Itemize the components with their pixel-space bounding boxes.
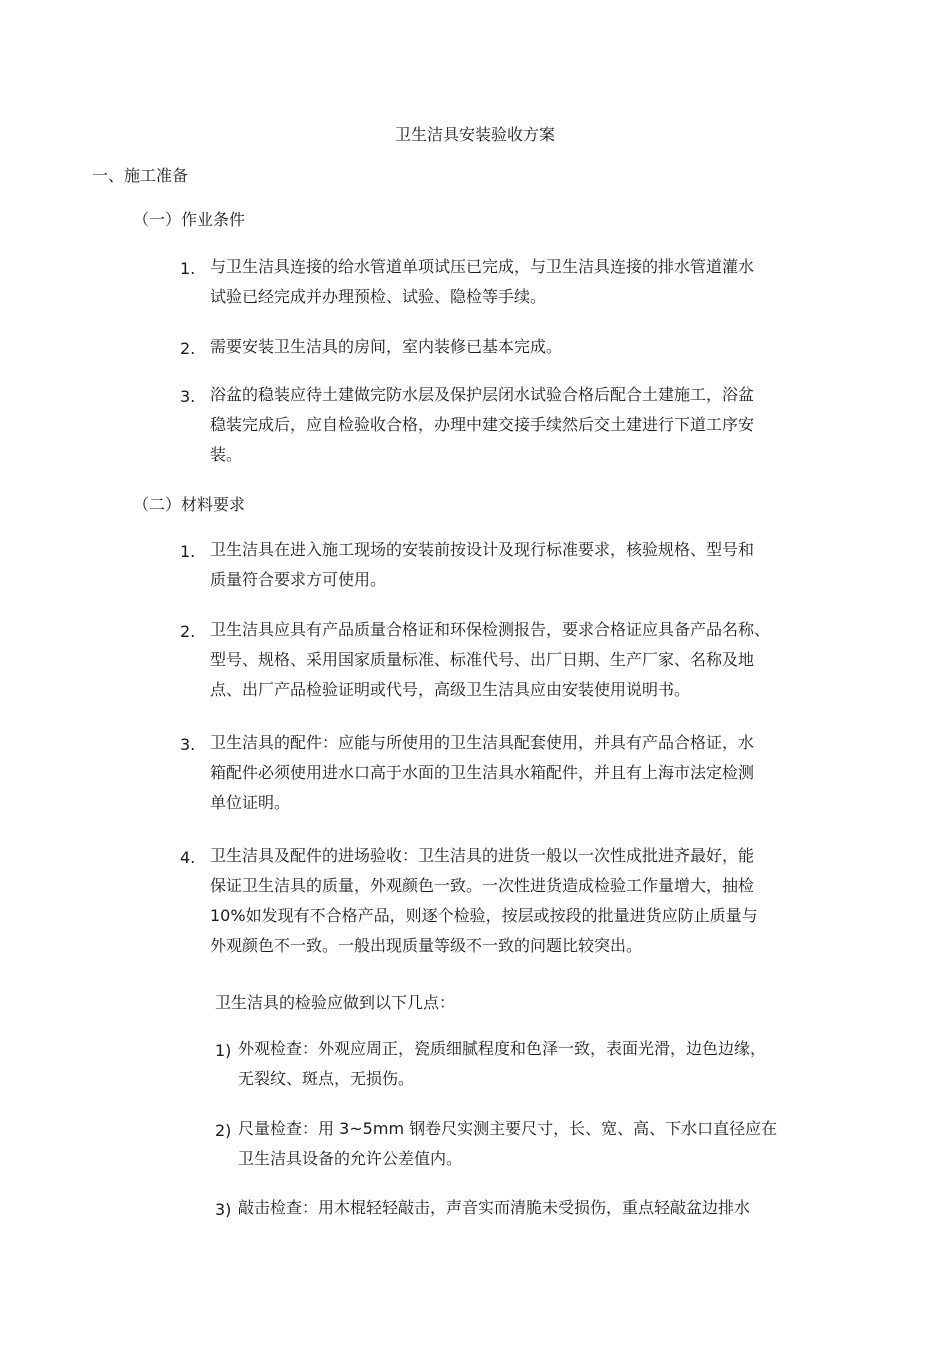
list-item-text: [210, 615, 770, 705]
text-line: 卫生洁具应具有产品质量合格证和环保检测报告，要求合格证应具备产品名称、: [210, 620, 771, 639]
text-line: 无裂纹、斑点，无损伤。: [238, 1069, 415, 1088]
text-line: 箱配件必须使用进水口高于水面的卫生洁具水箱配件，并且有上海市法定检测: [210, 763, 755, 782]
text-line: 需要安装卫生洁具的房间，室内装修已基本完成。: [210, 337, 563, 356]
sublist-item-text: [238, 1114, 777, 1174]
text-line: 卫生洁具设备的允许公差值内。: [238, 1149, 463, 1168]
list-item-text: [210, 380, 754, 470]
list-item-text: [210, 728, 754, 818]
text-line: 尺量检查：用 3~5mm 钢卷尺实测主要尺寸，长、宽、高、下水口直径应在: [238, 1119, 778, 1138]
list-item-number: 2.: [180, 339, 196, 358]
text-line: 敲击检查：用木棍轻轻敲击，声音实而清脆未受损伤，重点轻敲盆边排水: [238, 1198, 751, 1217]
text-line: 单位证明。: [210, 793, 291, 812]
text-line: 卫生洁具及配件的进场验收：卫生洁具的进货一般以一次性成批进齐最好，能: [210, 846, 755, 865]
text-line: 与卫生洁具连接的给水管道单项试压已完成，与卫生洁具连接的排水管道灌水: [210, 257, 755, 276]
sublist-item-number: 2): [215, 1121, 232, 1140]
list-item-number: 3.: [180, 387, 196, 406]
section-heading-construction-prep: 一、施工准备: [92, 166, 189, 185]
text-line: 型号、规格、采用国家质量标准、标准代号、出厂日期、生产厂家、名称及地: [210, 650, 755, 669]
list-item-number: 1.: [180, 542, 196, 561]
text-line: 稳装完成后，应自检验收合格，办理中建交接手续然后交土建进行下道工序安: [210, 415, 755, 434]
list-item-number: 1.: [180, 259, 196, 278]
text-line: 装。: [210, 445, 243, 464]
text-line: 卫生洁具在进入施工现场的安装前按设计及现行标准要求，核验规格、型号和: [210, 540, 755, 559]
list-item-number: 4.: [180, 848, 196, 867]
text-line: 试验已经完成并办理预检、试验、隐检等手续。: [210, 287, 547, 306]
list-item-number: 3.: [180, 735, 196, 754]
list-item-number: 2.: [180, 622, 196, 641]
subsection-heading-work-conditions: （一）作业条件: [133, 210, 246, 229]
sublist-item-number: 1): [215, 1041, 232, 1060]
sublist-item-text: [238, 1193, 750, 1223]
text-line: 10%如发现有不合格产品，则逐个检验，按层或按段的批量进货应防止质量与: [210, 906, 758, 925]
text-line: 质量符合要求方可使用。: [210, 570, 387, 589]
sublist-item-number: 3): [215, 1200, 232, 1219]
subsection-heading-material-requirements: （二）材料要求: [133, 495, 246, 514]
text-line: 外观颜色不一致。一般出现质量等级不一致的问题比较突出。: [210, 936, 643, 955]
text-line: 外观检查：外观应周正，瓷质细腻程度和色泽一致，表面光滑，边色边缘，: [238, 1039, 767, 1058]
text-line: 点、出厂产品检验证明或代号，高级卫生洁具应由安装使用说明书。: [210, 680, 691, 699]
list-item-text: [210, 841, 758, 961]
list-item-text: [210, 535, 754, 595]
sublist-item-text: [238, 1034, 766, 1094]
text-line: 浴盆的稳装应待土建做完防水层及保护层闭水试验合格后配合土建施工，浴盆: [210, 385, 755, 404]
text-line: 保证卫生洁具的质量，外观颜色一致。一次性进货造成检验工作量增大，抽检: [210, 876, 755, 895]
list-item-text: [210, 332, 562, 362]
inspection-intro: 卫生洁具的检验应做到以下几点：: [215, 993, 456, 1012]
list-item-text: [210, 252, 754, 312]
text-line: 卫生洁具的配件：应能与所使用的卫生洁具配套使用，并具有产品合格证，水: [210, 733, 755, 752]
page-title: 卫生洁具安装验收方案: [394, 125, 555, 144]
